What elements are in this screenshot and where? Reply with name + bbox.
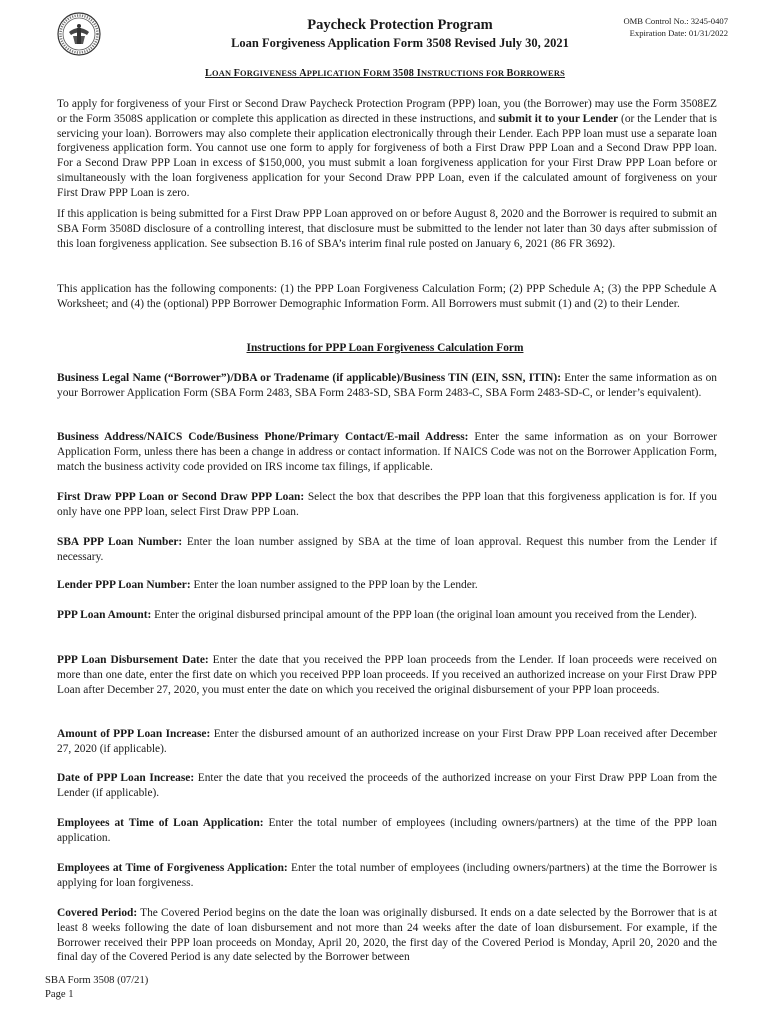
- field-instruction: First Draw PPP Loan or Second Draw PPP Loan: Select the box that describes the PPP loan that this forgiveness application is for. If you only have one PPP loan, select First Draw PPP Loan.: [57, 491, 717, 518]
- field-instruction: PPP Loan Amount: Enter the original disbursed principal amount of the PPP loan (the original loan amount you received from the Lender).: [57, 609, 697, 621]
- field-instruction: Covered Period: The Covered Period begins on the date the loan was originally disbursed. It ends on a date selected by the Borrower that is at least 8 weeks following the date of loan disbursement and not more than 24 weeks after the date of loan disbursement. For example, if the Borrower received their PPP loan proceeds on Monday, April 20, 2020, the first day of the Covered Period is Monday, April 20, 2020 and the final day of the Covered Period is any date selected by the Borrower between: [57, 907, 717, 964]
- calculation-form-heading: Instructions for PPP Loan Forgiveness Calculation Form: [246, 342, 524, 354]
- expiration-date: Expiration Date: 01/31/2022: [629, 27, 728, 38]
- instructions-title: LOAN FORGIVENESS APPLICATION FORM 3508 INSTRUCTIONS FOR BORROWERS: [205, 68, 565, 79]
- sba-seal-icon: [57, 12, 101, 56]
- form-subtitle: Loan Forgiveness Application Form 3508 Revised July 30, 2021: [231, 36, 569, 50]
- field-instruction: SBA PPP Loan Number: Enter the loan number assigned by SBA at the time of loan approval. Request this number from the Lender if necessary.: [57, 536, 717, 563]
- form-title: Paycheck Protection Program: [307, 17, 493, 33]
- page-number: Page 1: [45, 989, 74, 1000]
- field-instruction: Lender PPP Loan Number: Enter the loan number assigned to the PPP loan by the Lender.: [57, 579, 478, 591]
- field-instruction: Employees at Time of Forgiveness Application: Enter the total number of employees (including owners/partners) at the time the Borrower is applying for loan forgiveness.: [57, 862, 718, 889]
- field-instruction: PPP Loan Disbursement Date: Enter the date that you received the PPP loan proceeds from the Lender. If loan proceeds were received on more than one date, enter the first date on which you received PPP loan proceeds. If you received an authorized increase on your First Draw PPP Loan after December 27, 2020, you must enter the date on which you received the original disbursement of your PPP loan proceeds.: [57, 654, 717, 696]
- intro-paragraph-2: If this application is being submitted for a First Draw PPP Loan approved on or before August 8, 2020 and the Borrower is required to submit an SBA Form 3508D disclosure of a controlling interest, that disclosure must be submitted to the lender not later than 30 days after submission of this loan forgiveness application. See subsection B.16 of SBA’s interim final rule posted on January 6, 2021 (86 FR 3692).: [57, 208, 717, 250]
- intro-paragraph-3: This application has the following components: (1) the PPP Loan Forgiveness Calculation Form; (2) PPP Schedule A; (3) the PPP Schedule A Worksheet; and (4) the (optional) PPP Borrower Demographic Information Form. All Borrowers must submit (1) and (2) to their Lender.: [57, 283, 717, 310]
- page-footer: [45, 974, 148, 1002]
- field-instruction: Amount of PPP Loan Increase: Enter the disbursed amount of an authorized increase on your First Draw PPP Loan received after December 27, 2020 (if applicable).: [57, 728, 717, 755]
- form-number: SBA Form 3508 (07/21): [45, 975, 149, 986]
- omb-control-number: OMB Control No.: 3245-0407: [623, 16, 728, 26]
- omb-info: [623, 16, 728, 39]
- intro-paragraph-1: To apply for forgiveness of your First or Second Draw Paycheck Protection Program (PPP) loan, you (the Borrower) may use the Form 3508EZ or the Form 3508S application or complete this application as directed in these instructions, and submit it to your Lender (or the Lender that is servicing your loan). Borrowers may also complete their application electronically through their Lender. Each PPP loan must use a separate loan forgiveness application form. You cannot use one form to apply for forgiveness of both a First Draw PPP Loan and a Second Draw PPP loan. For a Second Draw PPP Loan in excess of $150,000, you must submit a loan forgiveness application for your First Draw PPP Loan before or simultaneously with the loan forgiveness application for your Second Draw PPP Loan, even if the calculated amount of forgiveness on your First Draw PPP Loan is zero.: [57, 98, 717, 199]
- field-instruction: Business Legal Name (“Borrower”)/DBA or Tradename (if applicable)/Business TIN (EIN, SSN, ITIN): Enter the same information as on your Borrower Application Form (SBA Form 2483, SBA Form 2483-SD, SBA Form 2483-C, SBA Form 2483-SD-C, or lender’s equivalent).: [57, 372, 717, 399]
- field-instruction: Date of PPP Loan Increase: Enter the date that you received the proceeds of the authorized increase on your First Draw PPP Loan from the Lender (if applicable).: [57, 772, 717, 799]
- field-instruction: Employees at Time of Loan Application: Enter the total number of employees (including owners/partners) at the time of the PPP loan application.: [57, 817, 717, 844]
- field-instruction: Business Address/NAICS Code/Business Phone/Primary Contact/E-mail Address: Enter the same information as on your Borrower Application Form, unless there has been a change in address or contact information. If NAICS Code was not on the Borrower Application Form, match the business activity code provided on IRS income tax filings, if applicable.: [57, 431, 717, 473]
